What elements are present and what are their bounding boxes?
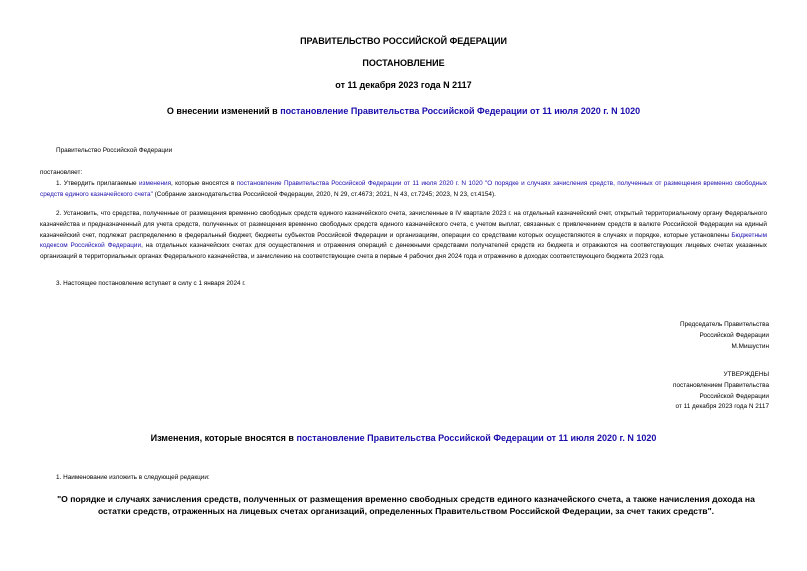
approval-line-2: постановлением Правительства [673, 381, 769, 389]
signature-line-1: Председатель Правительства [680, 321, 769, 328]
decree-1020-link[interactable]: постановление Правительства Российской Федерации от 11 июля 2020 г. N 1020 "О порядке и случаях зачисления средств, полученных от размещения временно свободных средств единого казначейского счета" [40, 180, 767, 198]
issuer: Правительство Российской Федерации [56, 147, 173, 154]
changes-title-link[interactable]: постановление Правительства Российской Федерации от 11 июля 2020 г. N 1020 [296, 433, 657, 443]
paragraph-2 [40, 209, 767, 263]
p1-text-c: (Собрание законодательства Российской Федерации, 2020, N 29, ст.4673; 2021, N 43, ст.7245; 2023, N 23, ст.4154). [152, 190, 496, 198]
approval-line-1: УТВЕРЖДЕНЫ [723, 371, 769, 378]
approval-block [673, 370, 769, 413]
title-link[interactable]: постановление Правительства Российской Федерации от 11 июля 2020 г. N 1020 [280, 106, 641, 116]
government-title: ПРАВИТЕЛЬСТВО РОССИЙСКОЙ ФЕДЕРАЦИИ [300, 36, 507, 46]
paragraph-1 [40, 179, 767, 201]
p2-text-a: 2. Установить, что средства, полученные от размещения временно свободных средств единого казначейского счета, зачисленные в IV квартале 2023 г. на отдельный казначейский счет, открытый территориальному органу Федерального казначейства и предназначенный для учета средств, полученных от размещения временно свободных средств единого казначейского счета, с учетом выплат, связанных с привлечением средств в валюте Российской Федерации на единый казначейский счет, подлежат распределению в федеральный бюджет, бюджеты субъектов Российской Федерации и организациям, операции со средствами которых осуществляются в случаях и порядке, которые установлены [40, 210, 767, 239]
signature-line-3: М.Мишустин [731, 342, 769, 350]
title-prefix: О внесении изменений в [166, 106, 281, 116]
document-type: ПОСТАНОВЛЕНИЕ [362, 58, 445, 68]
p2-text-b: , на отдельных казначейских счетах для осуществления и отражения операций с денежными средствами получателей средств из бюджета и отражаются на соответствующих лицевых счетах указанных организаций в территориальных органах Федерального казначейства, и зачислению на соответствующие счета в первые 4 рабочих дня 2024 года и отражению в доходах соответствующего бюджета 2023 года. [40, 242, 767, 261]
signature-block [680, 320, 769, 352]
budget-code-link[interactable]: Бюджетным кодексом Российской Федерации [40, 231, 767, 250]
signature-line-2: Российской Федерации [699, 331, 769, 339]
decrees-word: постановляет: [40, 169, 83, 176]
new-title-quote: "О порядке и случаях зачисления средств, полученных от размещения временно свободных средств единого казначейского счета, а также начисления дохода на остатки средств, отраженных на лицевых счетах организаций, определенных Правительством Российской Федерации, за счет таких средств". [57, 494, 755, 516]
document-date-number: от 11 декабря 2023 года N 2117 [335, 80, 472, 90]
changes-title-prefix: Изменения, которые вносятся в [150, 433, 297, 443]
changes-link[interactable]: изменения [138, 180, 172, 187]
p1-text-a: 1. Утвердить прилагаемые [56, 180, 139, 187]
p1-text-b: , которые вносятся в [171, 180, 237, 187]
paragraph-3: 3. Настоящее постановление вступает в силу с 1 января 2024 г. [56, 280, 246, 287]
approval-line-4: от 11 декабря 2023 года N 2117 [675, 403, 769, 411]
approval-line-3: Российской Федерации [699, 392, 769, 400]
document-title [0, 106, 807, 116]
changes-item-1: 1. Наименование изложить в следующей редакции: [56, 474, 210, 481]
changes-title [0, 433, 807, 443]
